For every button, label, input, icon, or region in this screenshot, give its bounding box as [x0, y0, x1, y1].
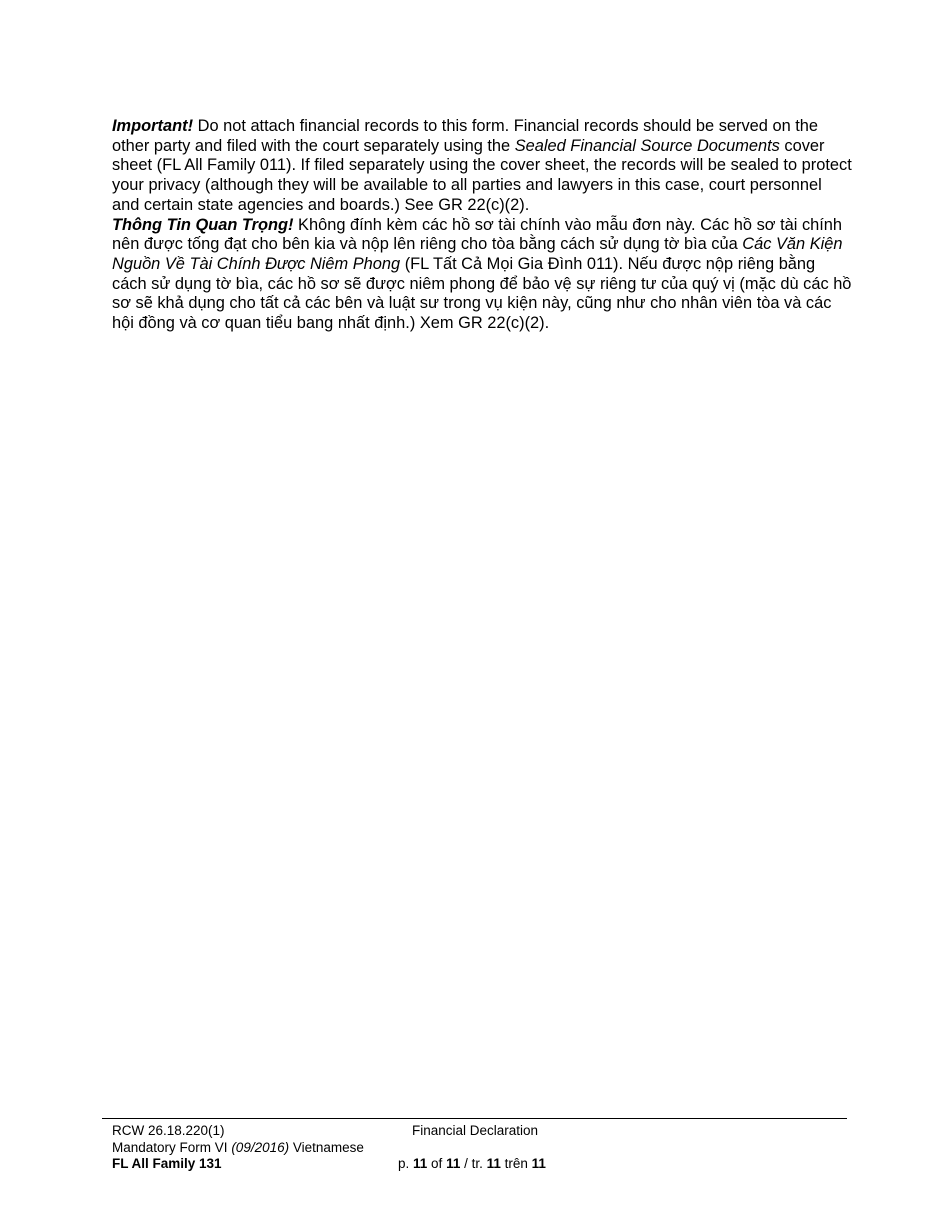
page-of-label-vi: trên [500, 1156, 532, 1171]
important-lead: Important! [112, 117, 194, 135]
page-total: 11 [446, 1156, 461, 1171]
page-of-label: of [427, 1156, 447, 1171]
page-current: 11 [413, 1156, 428, 1171]
notice-vietnamese-text-2: (FL Tất Cả Mọi Gia Đình 011). Nếu được nộp riêng bằng cách sử dụng tờ bìa, các hồ sơ sẽ được niêm phong để bảo vệ sự riêng tư của quý vị (mặc dù các hồ sơ sẽ khả dụng cho tất cả các bên và luật sư trong vụ kiện này, cũng như cho nhân viên tòa và các hội đồng và cơ quan tiểu bang nhất định.) Xem GR 22(c)(2). [112, 254, 852, 333]
notice-vietnamese [112, 216, 852, 334]
sealed-form-title: Sealed Financial Source Documents [514, 136, 780, 155]
statute-reference: RCW 26.18.220(1) [112, 1123, 225, 1138]
notice-english-text-1: Do not attach financial records to this form. Financial records should be served on the other party and filed with the court separately using the [112, 117, 819, 155]
form-label: Mandatory Form VI [112, 1139, 228, 1155]
notice-vietnamese-text-1: Không đính kèm các hồ sơ tài chính vào mẫu đơn này. Các hồ sơ tài chính nên được tống đạt cho bên kia và nộp lên riêng cho tòa bằng cách sử dụng tờ bìa của [112, 215, 843, 254]
sealed-form-title-vi: Các Văn Kiện Nguồn Về Tài Chính Được Niêm Phong [112, 235, 843, 273]
financial-records-notice [112, 117, 852, 334]
footer-divider [102, 1118, 847, 1119]
form-number: FL All Family 131 [112, 1156, 222, 1171]
page-total-vi: 11 [531, 1156, 546, 1171]
page-separator-label: / tr. [460, 1156, 487, 1171]
form-language: Vietnamese [289, 1139, 364, 1155]
footer-doc-info [398, 1123, 598, 1173]
form-version [112, 1140, 364, 1157]
page-label: p. [398, 1156, 414, 1171]
important-lead-vi: Thông Tin Quan Trọng! [112, 215, 294, 234]
notice-english-text-2: cover sheet (FL All Family 011). If filed separately using the cover sheet, the records will be sealed to protect your privacy (although they will be available to all parties and lawyers in this case, court personnel and certain state agencies and boards.) See GR 22(c)(2). [112, 136, 852, 214]
document-title: Financial Declaration [412, 1123, 539, 1138]
footer-form-info [112, 1123, 364, 1173]
page-current-vi: 11 [486, 1156, 501, 1171]
page-number [398, 1156, 598, 1173]
notice-english [112, 117, 852, 216]
form-date: (09/2016) [231, 1139, 290, 1155]
